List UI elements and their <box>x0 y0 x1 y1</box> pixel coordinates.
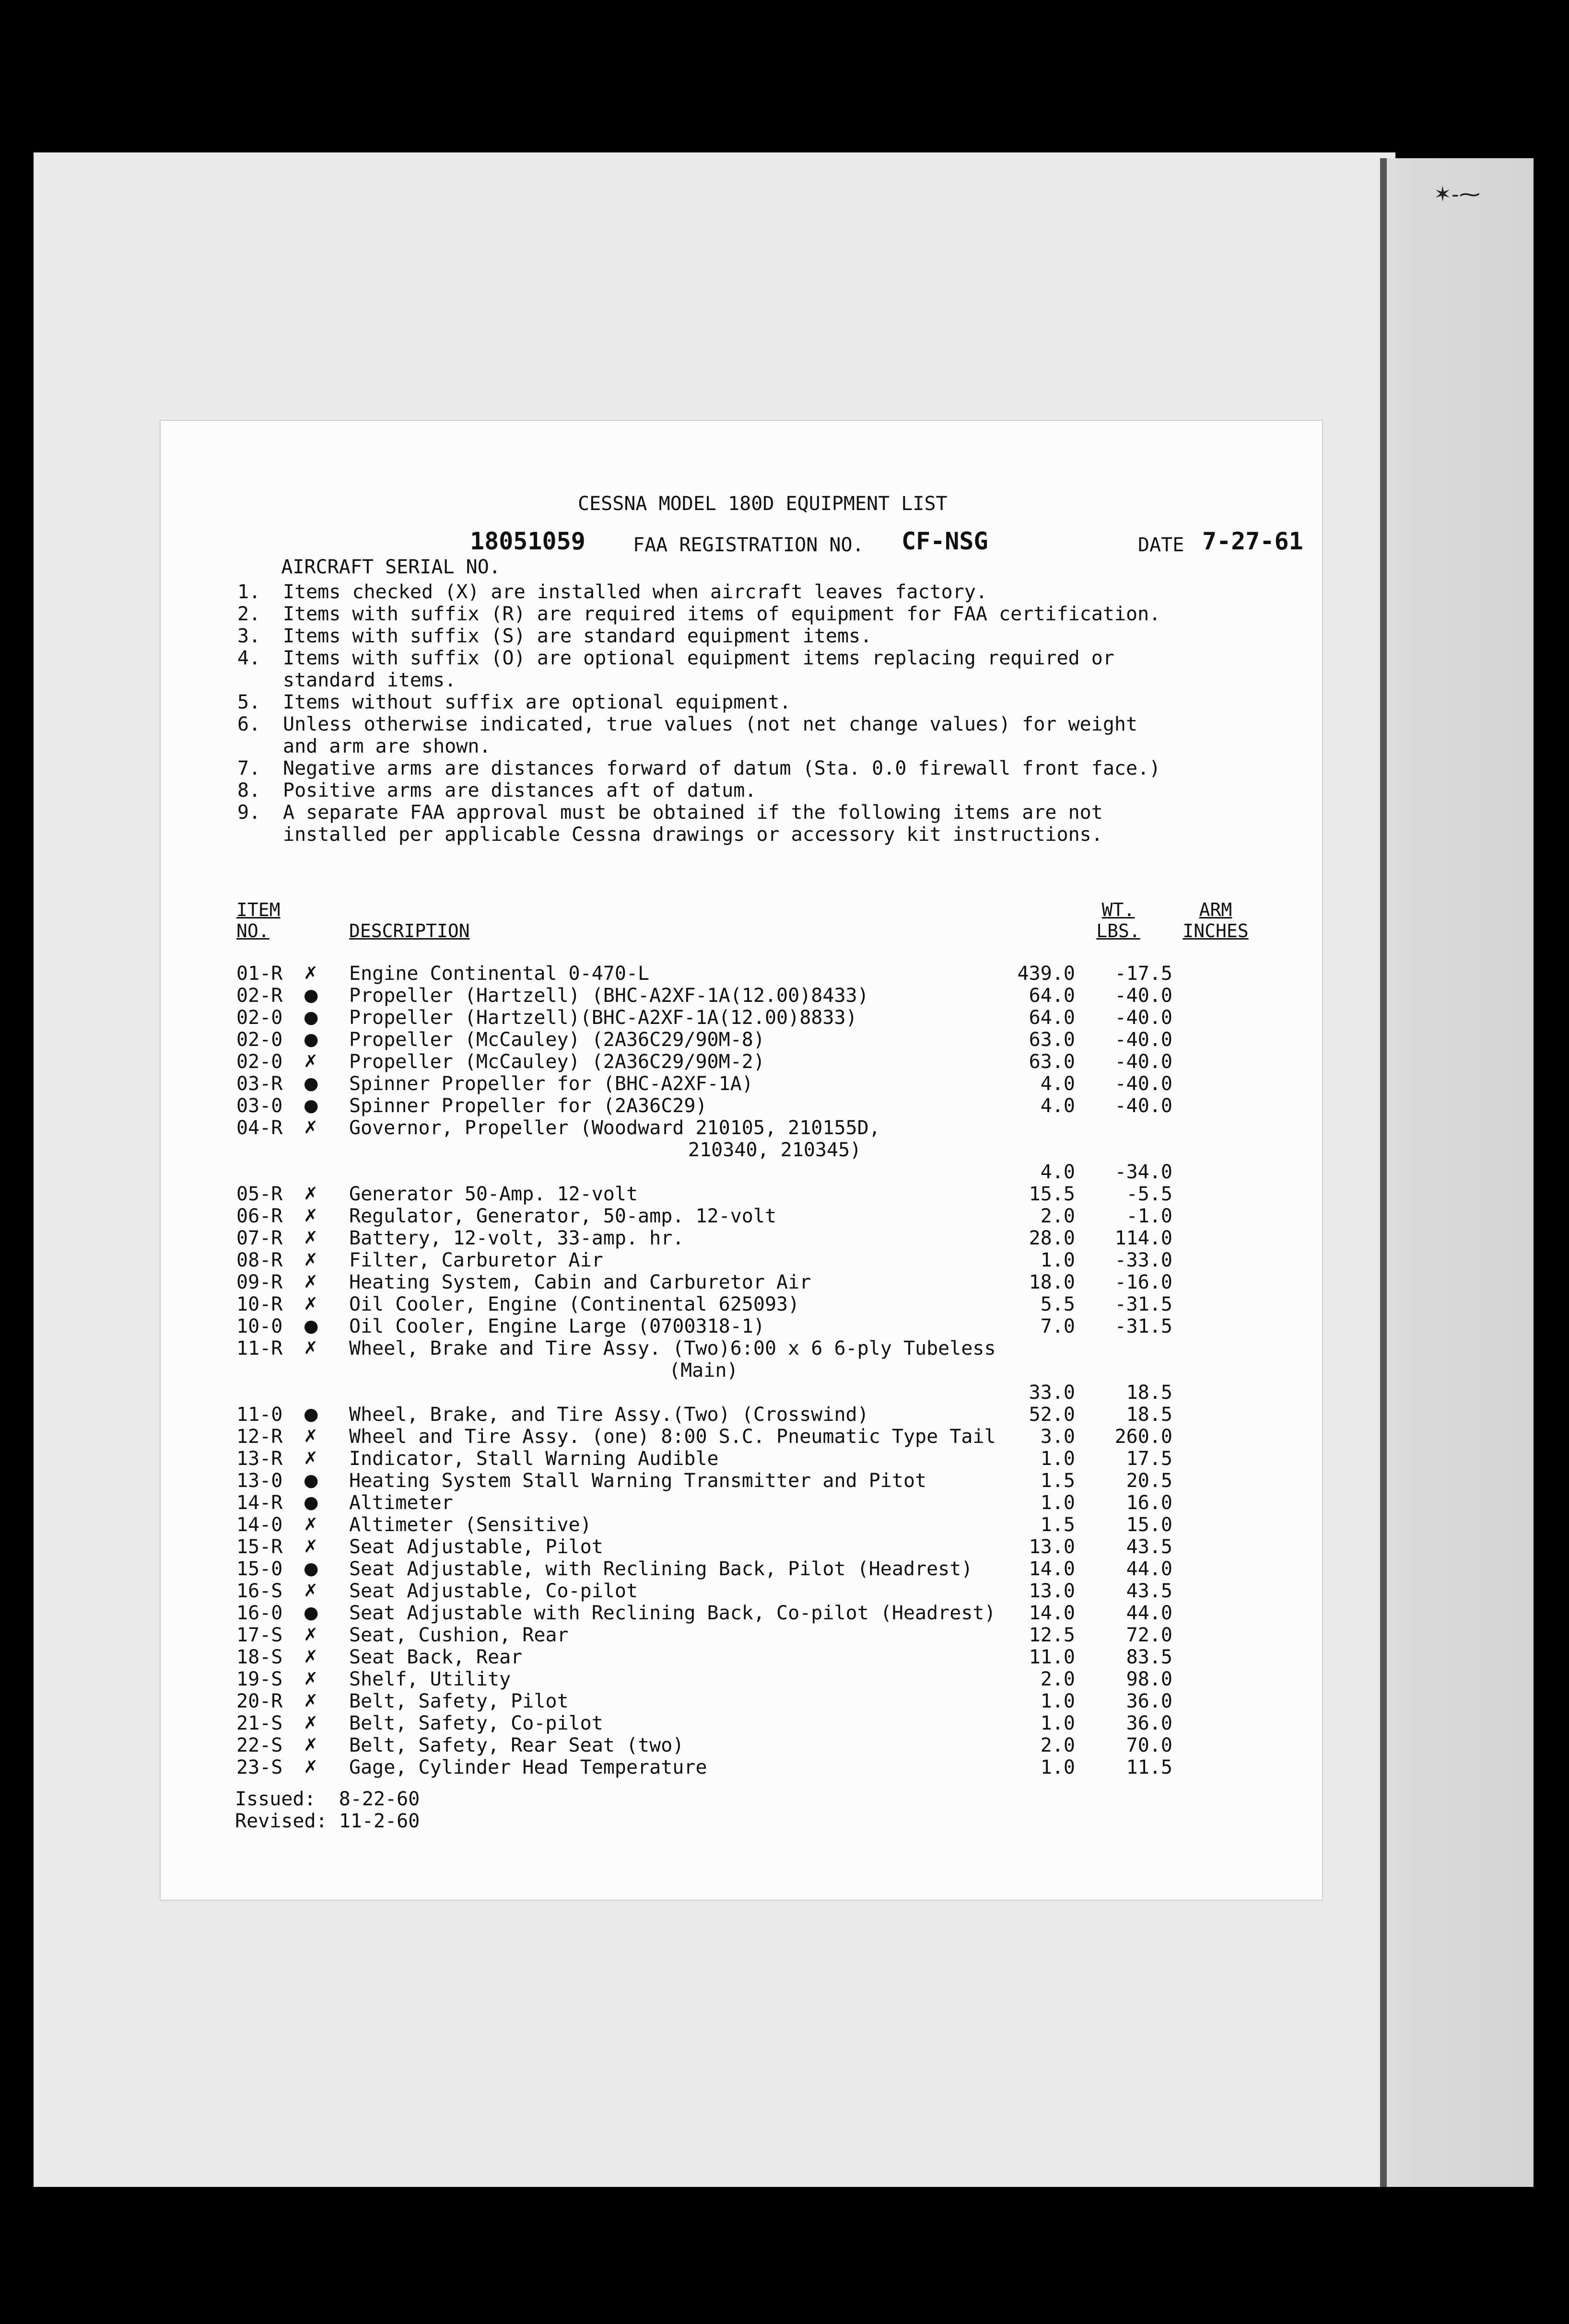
item-weight: 64.0 <box>1029 1007 1075 1029</box>
item-description: Altimeter (Sensitive) <box>349 1514 592 1536</box>
table-row-values <box>161 1646 1322 1668</box>
item-arm: 70.0 <box>1126 1734 1172 1756</box>
table-row-values <box>161 1315 1322 1337</box>
installed-mark-icon: ✗ <box>304 1052 318 1071</box>
note-number: 9. <box>237 802 261 824</box>
item-arm: -40.0 <box>1114 1007 1172 1029</box>
note-text: Positive arms are distances aft of datum. <box>283 779 757 802</box>
date-label: DATE <box>1138 534 1184 556</box>
item-number: 16-0 <box>236 1602 283 1624</box>
item-weight: 1.0 <box>1040 1448 1075 1470</box>
item-description: Propeller (McCauley) (2A36C29/90M-8) <box>349 1029 765 1051</box>
item-weight: 63.0 <box>1029 1029 1075 1051</box>
item-description: Oil Cooler, Engine Large (0700318-1) <box>349 1315 765 1337</box>
item-description: Generator 50-Amp. 12-volt <box>349 1183 638 1205</box>
table-row-values <box>161 1690 1322 1712</box>
item-description: Belt, Safety, Co-pilot <box>349 1712 603 1734</box>
item-description: Wheel, Brake, and Tire Assy.(Two) (Crosswind) <box>349 1404 869 1426</box>
arm-header-line2: INCHES <box>1183 920 1249 941</box>
item-weight: 14.0 <box>1029 1558 1075 1580</box>
revised-line <box>235 1810 420 1832</box>
item-description: Seat Adjustable, Co-pilot <box>349 1580 638 1602</box>
note-text: Items without suffix are optional equipment. <box>283 691 791 713</box>
date-value: 7-27-61 <box>1202 527 1303 555</box>
note-text: A separate FAA approval must be obtained if the following items are not installed per applicable Cessna drawings or accessory kit instructions. <box>283 802 1103 846</box>
table-row-values <box>161 1624 1322 1646</box>
installed-mark-icon: ✗ <box>304 1625 318 1645</box>
item-arm: -16.0 <box>1114 1271 1172 1293</box>
note-number: 1. <box>237 581 261 603</box>
installed-mark-icon: ✗ <box>304 1713 318 1733</box>
item-number: 07-R <box>236 1227 283 1249</box>
table-row-values <box>161 1183 1322 1205</box>
item-description: Belt, Safety, Pilot <box>349 1690 569 1712</box>
table-row-values <box>161 1227 1322 1249</box>
item-weight: 1.0 <box>1040 1249 1075 1271</box>
item-arm: 83.5 <box>1126 1646 1172 1668</box>
item-number: 14-R <box>236 1492 283 1514</box>
item-weight: 14.0 <box>1029 1602 1075 1624</box>
item-number: 21-S <box>236 1712 283 1734</box>
item-number: 02-0 <box>236 1051 283 1073</box>
item-weight: 7.0 <box>1040 1315 1075 1337</box>
item-arm: -40.0 <box>1114 1029 1172 1051</box>
item-description: Seat, Cushion, Rear <box>349 1624 569 1646</box>
item-number: 03-R <box>236 1073 283 1095</box>
item-weight: 1.0 <box>1040 1712 1075 1734</box>
item-arm: 44.0 <box>1126 1558 1172 1580</box>
item-arm: 11.5 <box>1126 1756 1172 1778</box>
item-number: 22-S <box>236 1734 283 1756</box>
item-description: Spinner Propeller for (BHC-A2XF-1A) <box>349 1073 753 1095</box>
item-arm: -40.0 <box>1114 1095 1172 1117</box>
table-row-values <box>161 1095 1322 1117</box>
installed-mark-icon: ✗ <box>304 1691 318 1711</box>
installed-mark-icon: ● <box>304 1559 319 1579</box>
item-description: Wheel and Tire Assy. (one) 8:00 S.C. Pneumatic Type Tail <box>349 1426 996 1448</box>
item-description: Seat Adjustable with Reclining Back, Co-pilot (Headrest) <box>349 1602 996 1624</box>
item-description: Shelf, Utility <box>349 1668 511 1690</box>
item-number: 10-0 <box>236 1315 283 1337</box>
note-text: Negative arms are distances forward of datum (Sta. 0.0 firewall front face.) <box>283 757 1161 779</box>
item-weight: 11.0 <box>1029 1646 1075 1668</box>
installed-mark-icon: ✗ <box>304 1537 318 1557</box>
installed-mark-icon: ✗ <box>304 1338 318 1358</box>
issued-line <box>235 1788 420 1810</box>
item-number: 11-0 <box>236 1404 283 1426</box>
table-row <box>161 1117 1322 1139</box>
note-text: Items with suffix (R) are required items of equipment for FAA certification. <box>283 603 1161 625</box>
item-weight: 2.0 <box>1040 1734 1075 1756</box>
note-number: 6. <box>237 713 261 735</box>
item-weight: 1.5 <box>1040 1514 1075 1536</box>
item-arm: 260.0 <box>1114 1426 1172 1448</box>
item-no-header <box>236 899 281 941</box>
installed-mark-icon: ● <box>304 1316 319 1336</box>
installed-mark-icon: ● <box>304 1030 319 1049</box>
table-row-values <box>161 1249 1322 1271</box>
table-row-values <box>161 1514 1322 1536</box>
table-row-values <box>161 1734 1322 1756</box>
item-description: Heating System, Cabin and Carburetor Air <box>349 1271 811 1293</box>
item-description: Altimeter <box>349 1492 453 1514</box>
item-number: 17-S <box>236 1624 283 1646</box>
item-weight: 13.0 <box>1029 1580 1075 1602</box>
item-number: 02-0 <box>236 1029 283 1051</box>
item-weight: 63.0 <box>1029 1051 1075 1073</box>
item-arm: -40.0 <box>1114 1073 1172 1095</box>
weight-header <box>1092 899 1145 941</box>
item-number: 02-R <box>236 985 283 1007</box>
installed-mark-icon: ● <box>304 1603 319 1623</box>
item-arm: 16.0 <box>1126 1492 1172 1514</box>
installed-mark-icon: ✗ <box>304 1757 318 1777</box>
installed-mark-icon: ✗ <box>304 1206 318 1226</box>
installed-mark-icon: ● <box>304 1074 319 1093</box>
item-number: 13-R <box>236 1448 283 1470</box>
item-description-continued: 210340, 210345) <box>688 1139 862 1161</box>
table-row-values <box>161 1602 1322 1624</box>
installed-mark-icon: ✗ <box>304 1449 318 1468</box>
item-description: Governor, Propeller (Woodward 210105, 210155D, <box>349 1117 880 1139</box>
item-number: 19-S <box>236 1668 283 1690</box>
note-number: 5. <box>237 691 261 713</box>
installed-mark-icon: ✗ <box>304 1427 318 1446</box>
registration-value: CF-NSG <box>902 527 988 555</box>
item-weight: 12.5 <box>1029 1624 1075 1646</box>
item-arm: 20.5 <box>1126 1470 1172 1492</box>
item-weight: 18.0 <box>1029 1271 1075 1293</box>
item-description: Seat Adjustable, Pilot <box>349 1536 603 1558</box>
item-weight: 1.0 <box>1040 1690 1075 1712</box>
item-arm: 43.5 <box>1126 1536 1172 1558</box>
installed-mark-icon: ✗ <box>304 1735 318 1755</box>
item-description: Gage, Cylinder Head Temperature <box>349 1756 707 1778</box>
item-weight: 2.0 <box>1040 1668 1075 1690</box>
item-number: 20-R <box>236 1690 283 1712</box>
installed-mark-icon: ✗ <box>304 1515 318 1534</box>
serial-label: AIRCRAFT SERIAL NO. <box>281 556 501 578</box>
item-description: Seat Adjustable, with Reclining Back, Pilot (Headrest) <box>349 1558 973 1580</box>
item-weight: 1.0 <box>1040 1756 1075 1778</box>
item-arm: -5.5 <box>1126 1183 1172 1205</box>
item-description: Regulator, Generator, 50-amp. 12-volt <box>349 1205 777 1227</box>
page-title: CESSNA MODEL 180D EQUIPMENT LIST <box>578 493 948 515</box>
installed-mark-icon: ✗ <box>304 1228 318 1248</box>
item-number: 11-R <box>236 1337 283 1360</box>
item-description: Wheel, Brake and Tire Assy. (Two)6:00 x 6 6-ply Tubeless <box>349 1337 996 1360</box>
item-arm: 98.0 <box>1126 1668 1172 1690</box>
registration-label: FAA REGISTRATION NO. <box>633 534 864 556</box>
item-number: 04-R <box>236 1117 283 1139</box>
table-row-values <box>161 963 1322 985</box>
serial-value: 18051059 <box>470 527 585 555</box>
arm-header-line1: ARM <box>1199 899 1232 920</box>
item-arm: 36.0 <box>1126 1712 1172 1734</box>
item-description: Belt, Safety, Rear Seat (two) <box>349 1734 684 1756</box>
issued-value: 8-22-60 <box>339 1788 420 1810</box>
installed-mark-icon: ● <box>304 1471 319 1490</box>
installed-mark-icon: ● <box>304 1405 319 1424</box>
revised-value: 11-2-60 <box>339 1810 420 1832</box>
table-row-values <box>161 1029 1322 1051</box>
table-row-values <box>161 1426 1322 1448</box>
installed-mark-icon: ✗ <box>304 1647 318 1667</box>
item-number: 23-S <box>236 1756 283 1778</box>
table-row-values <box>161 1492 1322 1514</box>
table-row-values <box>161 1536 1322 1558</box>
item-number: 02-0 <box>236 1007 283 1029</box>
item-weight: 4.0 <box>1040 1095 1075 1117</box>
table-row-values <box>161 1470 1322 1492</box>
item-arm: 18.5 <box>1126 1404 1172 1426</box>
item-weight: 3.0 <box>1040 1426 1075 1448</box>
table-row-values <box>161 985 1322 1007</box>
item-weight: 15.5 <box>1029 1183 1075 1205</box>
table-row-values <box>161 1580 1322 1602</box>
table-row-values <box>161 1293 1322 1315</box>
item-number: 03-0 <box>236 1095 283 1117</box>
weight-header-line1: WT. <box>1101 899 1135 920</box>
item-description: Engine Continental 0-470-L <box>349 963 650 985</box>
item-number: 15-0 <box>236 1558 283 1580</box>
installed-mark-icon: ✗ <box>304 1250 318 1270</box>
installed-mark-icon: ● <box>304 1096 319 1116</box>
table-row-values <box>161 1404 1322 1426</box>
item-description: Seat Back, Rear <box>349 1646 523 1668</box>
table-row-values <box>161 1756 1322 1778</box>
item-weight: 439.0 <box>1017 963 1075 985</box>
item-number: 09-R <box>236 1271 283 1293</box>
item-description: Propeller (Hartzell) (BHC-A2XF-1A(12.00)8433) <box>349 985 869 1007</box>
revised-label: Revised: <box>235 1810 328 1832</box>
item-number: 15-R <box>236 1536 283 1558</box>
note-text: Unless otherwise indicated, true values (not net change values) for weight and arm are shown. <box>283 713 1138 757</box>
table-row-values <box>161 1712 1322 1734</box>
installed-mark-icon: ✗ <box>304 964 318 983</box>
item-weight: 1.5 <box>1040 1470 1075 1492</box>
item-description: Propeller (McCauley) (2A36C29/90M-2) <box>349 1051 765 1073</box>
item-weight: 52.0 <box>1029 1404 1075 1426</box>
item-header-line2: NO. <box>236 920 269 941</box>
item-description-continued: (Main) <box>669 1360 738 1382</box>
installed-mark-icon: ✗ <box>304 1118 318 1138</box>
note-number: 7. <box>237 757 261 779</box>
table-row <box>161 1337 1322 1360</box>
table-row-values <box>161 1558 1322 1580</box>
installed-mark-icon: ● <box>304 986 319 1005</box>
note-number: 4. <box>237 647 261 669</box>
arm-header <box>1180 899 1252 941</box>
item-number: 14-0 <box>236 1514 283 1536</box>
item-description: Indicator, Stall Warning Audible <box>349 1448 719 1470</box>
film-strip-edge <box>1380 158 1534 2187</box>
table-row-values <box>161 1448 1322 1470</box>
installed-mark-icon: ✗ <box>304 1669 318 1689</box>
item-arm: 43.5 <box>1126 1580 1172 1602</box>
installed-mark-icon: ● <box>304 1008 319 1027</box>
item-arm: 44.0 <box>1126 1602 1172 1624</box>
item-number: 16-S <box>236 1580 283 1602</box>
item-arm: 36.0 <box>1126 1690 1172 1712</box>
item-number: 08-R <box>236 1249 283 1271</box>
item-weight: 2.0 <box>1040 1205 1075 1227</box>
item-weight: 1.0 <box>1040 1492 1075 1514</box>
item-number: 10-R <box>236 1293 283 1315</box>
item-weight: 64.0 <box>1029 985 1075 1007</box>
item-arm: 17.5 <box>1126 1448 1172 1470</box>
item-weight: 4.0 <box>1040 1161 1075 1183</box>
item-description: Filter, Carburetor Air <box>349 1249 603 1271</box>
issued-label: Issued: <box>235 1788 316 1810</box>
table-row-values <box>161 1073 1322 1095</box>
item-weight: 13.0 <box>1029 1536 1075 1558</box>
weight-header-line2: LBS. <box>1096 920 1140 941</box>
note-text: Items with suffix (O) are optional equipment items replacing required or standard items. <box>283 647 1114 691</box>
item-number: 06-R <box>236 1205 283 1227</box>
table-row-values <box>161 1051 1322 1073</box>
item-number: 01-R <box>236 963 283 985</box>
note-number: 2. <box>237 603 261 625</box>
item-arm: -33.0 <box>1114 1249 1172 1271</box>
item-header-line1: ITEM <box>236 899 281 920</box>
installed-mark-icon: ● <box>304 1493 319 1512</box>
item-arm: -1.0 <box>1126 1205 1172 1227</box>
item-number: 12-R <box>236 1426 283 1448</box>
item-number: 18-S <box>236 1646 283 1668</box>
item-arm: 72.0 <box>1126 1624 1172 1646</box>
item-weight: 5.5 <box>1040 1293 1075 1315</box>
note-text: Items with suffix (S) are standard equipment items. <box>283 625 872 647</box>
installed-mark-icon: ✗ <box>304 1184 318 1204</box>
note-number: 8. <box>237 779 261 802</box>
description-header: DESCRIPTION <box>349 920 470 941</box>
item-number: 13-0 <box>236 1470 283 1492</box>
item-arm: -31.5 <box>1114 1315 1172 1337</box>
table-row-values <box>161 1161 1322 1183</box>
item-arm: -40.0 <box>1114 1051 1172 1073</box>
note-number: 3. <box>237 625 261 647</box>
table-row-values <box>161 1007 1322 1029</box>
item-weight: 33.0 <box>1029 1382 1075 1404</box>
item-arm: -31.5 <box>1114 1293 1172 1315</box>
item-number: 05-R <box>236 1183 283 1205</box>
item-description: Heating System Stall Warning Transmitter and Pitot <box>349 1470 927 1492</box>
note-text: Items checked (X) are installed when aircraft leaves factory. <box>283 581 988 603</box>
installed-mark-icon: ✗ <box>304 1581 318 1601</box>
table-row-values <box>161 1271 1322 1293</box>
film-scratch-icon: ✶‑⁓ <box>1434 182 1480 207</box>
item-arm: 114.0 <box>1114 1227 1172 1249</box>
item-weight: 4.0 <box>1040 1073 1075 1095</box>
item-weight: 28.0 <box>1029 1227 1075 1249</box>
installed-mark-icon: ✗ <box>304 1272 318 1292</box>
table-row-values <box>161 1382 1322 1404</box>
item-description: Battery, 12-volt, 33-amp. hr. <box>349 1227 684 1249</box>
item-arm: 15.0 <box>1126 1514 1172 1536</box>
item-description: Oil Cooler, Engine (Continental 625093) <box>349 1293 800 1315</box>
item-arm: 18.5 <box>1126 1382 1172 1404</box>
item-arm: -40.0 <box>1114 985 1172 1007</box>
table-row-values <box>161 1205 1322 1227</box>
equipment-list-page <box>161 421 1322 1900</box>
installed-mark-icon: ✗ <box>304 1294 318 1314</box>
item-description: Spinner Propeller for (2A36C29) <box>349 1095 707 1117</box>
item-description: Propeller (Hartzell)(BHC-A2XF-1A(12.00)8833) <box>349 1007 857 1029</box>
film-strip-divider <box>1380 158 1387 2187</box>
item-arm: -17.5 <box>1114 963 1172 985</box>
item-arm: -34.0 <box>1114 1161 1172 1183</box>
table-row-values <box>161 1668 1322 1690</box>
